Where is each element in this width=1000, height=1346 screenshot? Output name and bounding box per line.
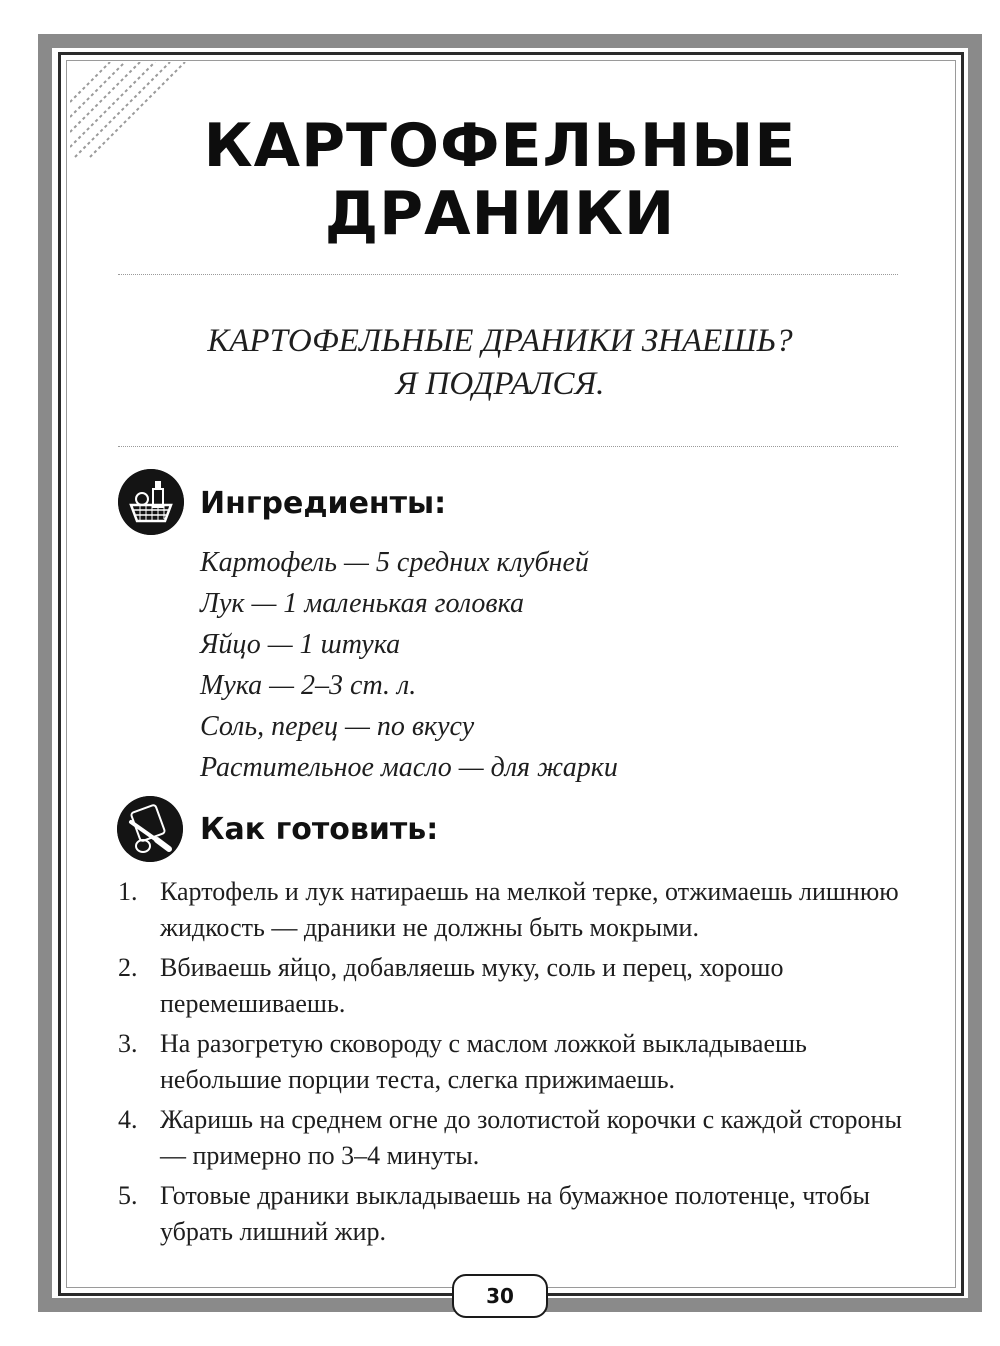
method-step xyxy=(118,1178,908,1250)
method-step xyxy=(118,1102,908,1174)
ingredient-item: Растительное масло — для жарки xyxy=(200,752,618,783)
method-steps-list xyxy=(118,874,908,1254)
quote-line1: КАРТОФЕЛЬНЫЕ ДРАНИКИ ЗНАЕШЬ? xyxy=(207,323,793,359)
quote-line2: Я ПОДРАЛСЯ. xyxy=(395,366,605,402)
step-number: 5. xyxy=(118,1181,138,1210)
step-number: 2. xyxy=(118,953,138,982)
step-text: Жаришь на среднем огне до золотистой корочки с каждой стороны — примерно по 3–4 минуты. xyxy=(160,1105,902,1170)
ingredient-item: Соль, перец — по вкусу xyxy=(200,711,475,742)
step-number: 1. xyxy=(118,877,138,906)
knife-board-icon xyxy=(117,796,183,862)
ingredient-item: Яйцо — 1 штука xyxy=(200,629,401,660)
recipe-title-line1: КАРТОФЕЛЬНЫЕ xyxy=(203,111,797,181)
method-step xyxy=(118,874,908,946)
step-text: На разогретую сковороду с маслом ложкой выкладываешь небольшие порции теста, слегка прижимаешь. xyxy=(160,1029,807,1094)
method-heading: Как готовить: xyxy=(200,812,439,847)
step-number: 3. xyxy=(118,1029,138,1058)
page-number: 30 xyxy=(452,1274,548,1318)
ingredient-item: Лук — 1 маленькая головка xyxy=(200,588,524,619)
step-text: Вбиваешь яйцо, добавляешь муку, соль и перец, хорошо перемешиваешь. xyxy=(160,953,784,1018)
step-text: Картофель и лук натираешь на мелкой терке, отжимаешь лишнюю жидкость — драники не должны быть мокрыми. xyxy=(160,877,899,942)
divider-top xyxy=(118,274,898,275)
step-text: Готовые драники выкладываешь на бумажное полотенце, чтобы убрать лишний жир. xyxy=(160,1181,870,1246)
ingredient-item: Мука — 2–3 ст. л. xyxy=(200,670,417,701)
basket-icon xyxy=(118,469,184,535)
ingredients-heading: Ингредиенты: xyxy=(200,486,447,521)
method-step xyxy=(118,950,908,1022)
recipe-title xyxy=(0,112,1000,248)
ingredients-list xyxy=(200,542,900,788)
method-step xyxy=(118,1026,908,1098)
step-number: 4. xyxy=(118,1105,138,1134)
recipe-title-line2: ДРАНИКИ xyxy=(324,179,676,249)
epigraph-quote xyxy=(0,320,1000,406)
ingredient-item: Картофель — 5 средних клубней xyxy=(200,547,589,578)
divider-bottom xyxy=(118,446,898,447)
